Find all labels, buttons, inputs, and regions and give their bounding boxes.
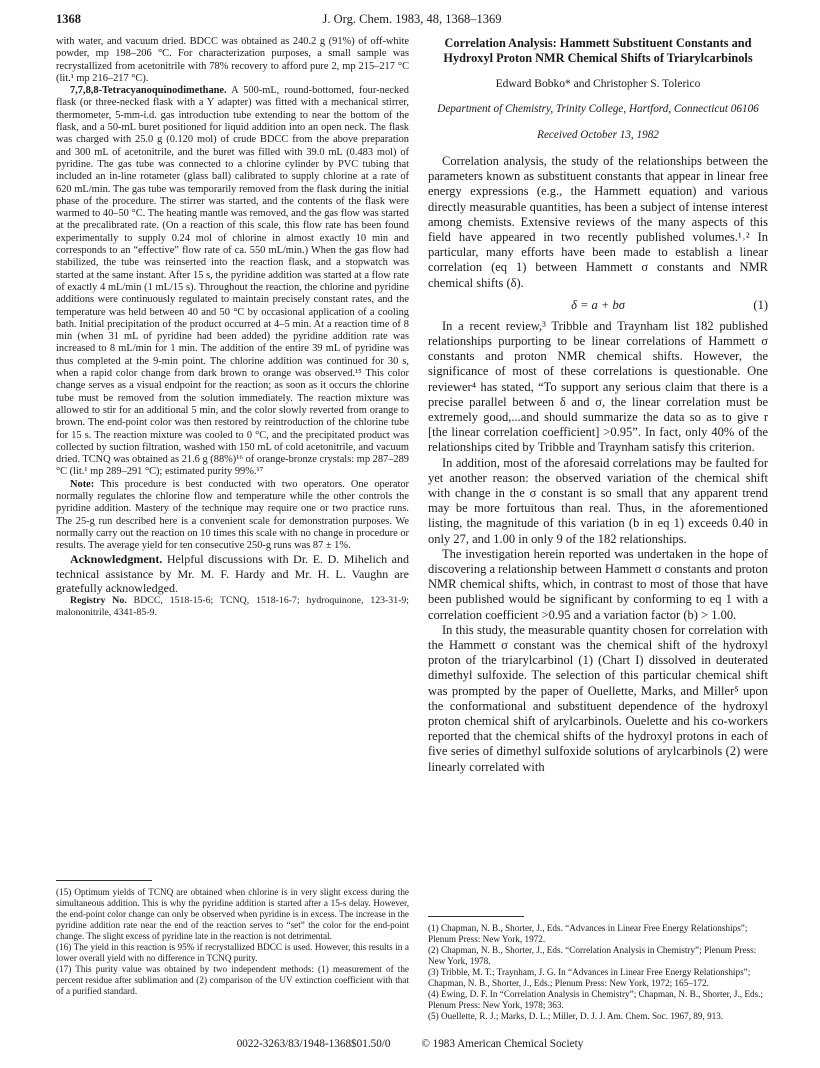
equation-1 bbox=[428, 295, 768, 315]
procedure-paragraph bbox=[56, 85, 409, 479]
procedure-text: A 500-mL, round-bottomed, four-necked flask (or three-necked flask with a Y adapter) was fitted with a mechanical stirrer, thermometer, 5-mm-i.d. gas introduction tube extending to near the bottom of the flask, and a 50-mL buret positioned for liquid addition into an open neck. The flask was charged with 25.0 g (0.120 mol) of crude BDCC from the above preparation and 300 mL of acetonitrile, and the buret was filled with 39.0 mL (0.483 mol) of pyridine. The gas tube was connected to a chlorine cylinder by PVC tubing that included an in-line rotameter (glass ball) calibrated to supply chlorine at a rate of 620 mL/min. The gas tube was temporarily removed from the flask during the initial phase of the procedure. The stirrer was started, and the contents of the flask were warmed to 40–50 °C. The heating mantle was removed, and the gas flow was started at the precalibrated rate. (On a reaction of this scale, this flow rate has been found experimentally to supply 0.24 mol of chlorine in almost exactly 10 min and corresponds to an “effective” flow rate of ca. 550 mL/min.) When the gas flow had stabilized, the tube was reinserted into the reaction flask, and a stopwatch was started at the same instant. After 15 s, the pyridine addition was started at a flow rate of exactly 4 mL/min (1 mL/15 s). Throughout the reaction, the chlorine and pyridine additions were continuously regulated to maintain precisely constant rates, and the temperature was held between 40 and 50 °C by occasional application of a cooling bath. Initial precipitation of the product occurred at 4–5 min. At a reaction time of 8 min (when 31 mL of pyridine had been added) the pyridine addition rate was increased to 8 mL/min for 1 min. The addition of the entire 39 mL of pyridine was thus completed at the 9-min point. The chlorine addition was continued for 30 s, when a rapid color change from dark brown to orange was observed.¹⁵ This color change serves as a visual endpoint for the reaction; as soon as it occurs the chlorine tube must be removed from the solution immediately. The reaction mixture was allowed to stir for an additional 5 min, and the color slowly reverted from orange to brown. The end-point color was then restored by reintroduction of the chlorine tube for 15 s. The reaction mixture was cooled to 0 °C, and the precipitated product was collected by suction filtration, washed with 150 mL of cold acetonitrile, and vacuum dried. TCNQ was obtained as 21.6 g (88%)¹⁶ of orange-bronze crystals: mp 287–289 °C (lit.¹ mp 289–291 °C); estimated purity 99%.¹⁷ bbox=[56, 85, 409, 478]
footnote-rule bbox=[56, 880, 152, 881]
right-footnotes bbox=[428, 916, 768, 1022]
registry-text: BDCC, 1518-15-6; TCNQ, 1518-16-7; hydroquinone, 123-31-9; malononitrile, 4341-85-9. bbox=[56, 595, 409, 619]
body-paragraph-2: In a recent review,³ Tribble and Traynham list 182 published relationships purporting to be linear correlations of Hammett σ constants and proton NMR chemical shifts. However, the significance of most of these correlations is questionable. One reviewer⁴ has stated, “To support any serious claim that there is a precise parallel between δ and σ, the linear correlation must be extremely good,...and should summarize the data so as to give r [the linear correlation coefficient] >0.95”. In fact, only 40% of the relationships cited by Tribble and Traynham satisfy this criterion. bbox=[428, 318, 768, 455]
article-code: 0022-3263/83/1948-1368$01.50/0 bbox=[236, 1038, 391, 1050]
registry-numbers bbox=[56, 595, 409, 619]
body-paragraph-1: Correlation analysis, the study of the relationships between the parameters known as substituent constants that appear in linear free energy expressions (e.g., the Hammett equation) and various directly measurable quantities, has been a subject of intense interest among chemists. Extensive reviews of the many aspects of this field have appeared in two recently published volumes.¹˒² In particular, many efforts have been made to establish a linear correlation (eq 1) between Hammett σ constants and NMR chemical shifts (δ). bbox=[428, 153, 768, 290]
acknowledgment-text: Helpful discussions with Dr. E. D. Mihelich and technical assistance by Mr. M. F. Hardy and Mr. H. L. Vaughn are gratefully acknowledged. bbox=[56, 552, 410, 595]
equation-number: (1) bbox=[753, 297, 768, 312]
footnote-17: (17) This purity value was obtained by two independent methods: (1) measurement of the percent residue after sublimation and (2) comparison of the UV extinction coefficient with that of a purified standard. bbox=[56, 964, 409, 996]
footnote-15: (15) Optimum yields of TCNQ are obtained when chlorine is in very slight excess during the simultaneous addition. This is why the pyridine addition is started after a 15-s delay. However, the end-point color change can only be observed when pyridine is in excess. The increase in the pyridine addition rate near the end of the reaction serves to “set” the color for the end-point change. The slight excess of pyridine late in the reaction is not detrimental. bbox=[56, 887, 409, 941]
received-date: Received October 13, 1982 bbox=[537, 128, 659, 141]
note-paragraph bbox=[56, 479, 409, 553]
right-column bbox=[428, 36, 768, 775]
article-title: Correlation Analysis: Hammett Substituent Constants and Hydroxyl Proton NMR Chemical Shifts of Triarylcarbinols bbox=[443, 36, 753, 65]
reference-5: (5) Ouellette, R. J.; Marks, D. L.; Miller, D. J. J. Am. Chem. Soc. 1967, 89, 913. bbox=[428, 1011, 724, 1021]
left-column bbox=[56, 36, 409, 619]
body-paragraph-4: The investigation herein reported was undertaken in the hope of discovering a relationship between Hammett σ constants and proton NMR chemical shifts, which, in contrast to most of those that have been published would be significant by conforming to eq 1 with a correlation coefficient >0.95 and a variation factor (b) > 1.00. bbox=[428, 546, 768, 622]
article-authors: Edward Bobko* and Christopher S. Tolerico bbox=[495, 78, 701, 90]
journal-citation: J. Org. Chem. 1983, 48, 1368–1369 bbox=[322, 12, 502, 26]
registry-heading: Registry No. bbox=[70, 595, 127, 607]
page-number: 1368 bbox=[56, 12, 81, 26]
note-heading: Note: bbox=[70, 478, 95, 490]
intro-paragraph: with water, and vacuum dried. BDCC was obtained as 240.2 g (91%) of off-white powder, mp 198–206 °C. For characterization purposes, a small sample was recrystallized from acetonitrile with 78% recovery to afford pure 2, mp 215–217 °C (lit.¹ mp 216–217 °C). bbox=[56, 36, 409, 84]
footnote-rule bbox=[428, 916, 524, 917]
acknowledgment-heading: Acknowledgment. bbox=[70, 552, 163, 567]
article-body bbox=[428, 154, 768, 775]
page-footer bbox=[0, 1038, 820, 1050]
body-paragraph-3: In addition, most of the aforesaid correlations may be faulted for yet another reason: the observed variation of the chemical shift with change in the σ constant is so small that any apparent trend may be more fortuitous than real. Thus, in the aforementioned listing, the magnitude of this variation (b in eq 1) exceeds 0.40 in only 27, and 1.00 in only 9 of the 182 relationships. bbox=[428, 455, 768, 546]
reference-1: (1) Chapman, N. B., Shorter, J., Eds. “Advances in Linear Free Energy Relationships”; Plenum Press: New York, 1972. bbox=[428, 923, 748, 944]
reference-4: (4) Ewing, D. F. In “Correlation Analysis in Chemistry”; Chapman, N. B., Shorter, J., Eds.; Plenum Press: New York, 1978; 363. bbox=[428, 989, 763, 1010]
equation-text: δ = a + bσ bbox=[571, 297, 625, 312]
reference-2: (2) Chapman, N. B., Shorter, J., Eds. “Correlation Analysis in Chemistry”; Plenum Press: New York, 1978. bbox=[428, 945, 757, 966]
acknowledgment bbox=[56, 552, 409, 595]
procedure-heading: 7,7,8,8-Tetracyanoquinodimethane. bbox=[70, 85, 227, 97]
footnote-16: (16) The yield in this reaction is 95% if recrystallized BDCC is used. However, this results in a lower overall yield with no difference in TCNQ purity. bbox=[56, 942, 409, 963]
reference-3: (3) Tribble, M. T.; Traynham, J. G. In “Advances in Linear Free Energy Relationships”; Chapman, N. B., Shorter, J., Eds.; Plenum Press: New York, 1972; 165–172. bbox=[428, 967, 751, 988]
left-footnotes bbox=[56, 880, 409, 997]
body-paragraph-5: In this study, the measurable quantity chosen for correlation with the Hammett σ constant was the chemical shift of the hydroxyl proton of the triarylcarbinol (1) (Chart I) dissolved in deuterated dimethyl sulfoxide. The selection of this particular chemical shift was prompted by the paper of Ouellette, Marks, and Miller⁵ upon the conformational and substituent dependence of the hydroxyl proton chemical shift of arylcarbinols. Ouelette and his co-workers reported that the chemical shifts of the hydroxyl protons in each of five series of dimethyl sulfoxide solutions of arylcarbinols (2) were linearly correlated with bbox=[428, 622, 768, 774]
author-affiliation: Department of Chemistry, Trinity College, Hartford, Connecticut 06106 bbox=[437, 103, 759, 116]
page-header bbox=[56, 12, 768, 30]
note-text: This procedure is best conducted with two operators. One operator normally regulates the chlorine flow and temperature while the other controls the pyridine addition. Mastery of the technique may require one or two practice runs. The 25-g run described here is a convenient scale for demonstration purposes. We normally carry out the reaction on 10 times this scale with no change in procedure or results. The average yield for ten consecutive 250-g runs was 87 ± 1%. bbox=[56, 478, 409, 552]
copyright-notice: © 1983 American Chemical Society bbox=[421, 1038, 584, 1050]
